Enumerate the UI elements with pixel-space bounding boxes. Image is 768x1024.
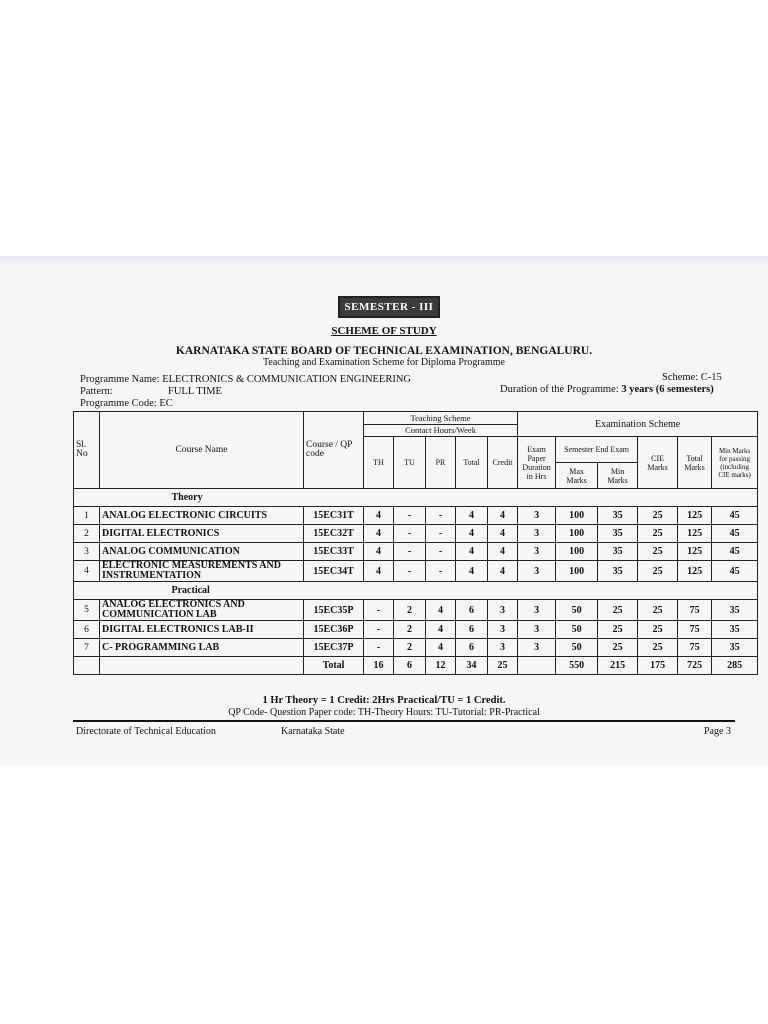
cell-tu: 2 <box>394 600 426 621</box>
footer-center: Karnataka State <box>281 726 345 737</box>
table-row <box>74 543 758 561</box>
subtitle: Teaching and Examination Scheme for Diploma Programme <box>262 357 505 368</box>
cell-dur: 3 <box>518 561 556 582</box>
header-total-marks: Total Marks <box>678 437 712 489</box>
cell-max: 100 <box>556 525 598 543</box>
cell-code: 15EC35P <box>304 600 364 621</box>
footer-left: Directorate of Technical Education <box>76 726 216 737</box>
cell-pass: 45 <box>712 543 758 561</box>
cell-th: 4 <box>364 507 394 525</box>
table-row <box>74 507 758 525</box>
header-slno: Sl. No <box>74 412 100 489</box>
header-total: Total <box>456 437 488 489</box>
cell-sl: 6 <box>74 621 100 639</box>
cell-tu: - <box>394 525 426 543</box>
cell-credit: 4 <box>488 561 518 582</box>
cell-dur: 3 <box>518 600 556 621</box>
cell-name: ANALOG ELECTRONIC CIRCUITS <box>100 507 304 525</box>
section-theory: Theory <box>100 489 758 507</box>
cell-total: 6 <box>456 600 488 621</box>
cell-name: DIGITAL ELECTRONICS LAB-II <box>100 621 304 639</box>
cell-pass: 35 <box>712 600 758 621</box>
header-max-marks: Max Marks <box>556 463 598 489</box>
scan-top-band <box>0 256 768 266</box>
cell-pass: 35 <box>712 621 758 639</box>
header-sem-end: Semester End Exam <box>556 437 638 463</box>
cell-sl: 4 <box>74 561 100 582</box>
header-exam-duration: Exam Paper Duration in Hrs <box>518 437 556 489</box>
practical-rows <box>74 600 758 657</box>
cell-tu: 2 <box>394 621 426 639</box>
cell-min: 25 <box>598 621 638 639</box>
cell-name: DIGITAL ELECTRONICS <box>100 525 304 543</box>
header-tu: TU <box>394 437 426 489</box>
cell-code: 15EC34T <box>304 561 364 582</box>
header-cie: CIE Marks <box>638 437 678 489</box>
cell-tot: 125 <box>678 525 712 543</box>
scheme-table <box>73 411 758 675</box>
cell-cie: 25 <box>638 600 678 621</box>
cell-cie: 25 <box>638 543 678 561</box>
table-row <box>74 525 758 543</box>
cell-tot: 75 <box>678 639 712 657</box>
theory-rows <box>74 507 758 582</box>
cell-pr: - <box>426 543 456 561</box>
cell-name: ANALOG COMMUNICATION <box>100 543 304 561</box>
cell-dur: 3 <box>518 543 556 561</box>
cell-min: 35 <box>598 507 638 525</box>
cell-tot: 125 <box>678 507 712 525</box>
cell-pass: 45 <box>712 525 758 543</box>
cell-sl: 7 <box>74 639 100 657</box>
cell-max: 100 <box>556 507 598 525</box>
cell-max: 100 <box>556 543 598 561</box>
cell-credit: 4 <box>488 525 518 543</box>
cell-name: C- PROGRAMMING LAB <box>100 639 304 657</box>
cell-tot: 125 <box>678 543 712 561</box>
semester-badge: SEMESTER - III <box>338 296 440 318</box>
cell-dur: 3 <box>518 639 556 657</box>
footer-page: Page 3 <box>704 726 731 737</box>
cell-th: 4 <box>364 543 394 561</box>
cell-pr: - <box>426 507 456 525</box>
header-min-passing: Min Marks for passing (including CIE marks) <box>712 437 758 489</box>
programme-pattern: Pattern: FULL TIME <box>80 386 222 397</box>
cell-min: 35 <box>598 525 638 543</box>
header-exam-scheme: Examination Scheme <box>518 412 758 437</box>
header-course-name: Course Name <box>100 412 304 489</box>
cell-tot: 75 <box>678 600 712 621</box>
cell-pass: 35 <box>712 639 758 657</box>
cell-th: - <box>364 621 394 639</box>
cell-max: 50 <box>556 600 598 621</box>
scheme-code: Scheme: C-15 <box>662 372 722 383</box>
cell-credit: 3 <box>488 600 518 621</box>
table-row <box>74 600 758 621</box>
cell-credit: 3 <box>488 621 518 639</box>
cell-cie: 25 <box>638 639 678 657</box>
cell-tu: - <box>394 543 426 561</box>
cell-th: 4 <box>364 525 394 543</box>
section-practical: Practical <box>100 582 758 600</box>
table-row <box>74 561 758 582</box>
cell-total: 6 <box>456 621 488 639</box>
total-row: Total 16 6 12 34 25 550 215 175 725 285 <box>74 657 758 675</box>
header-contact-hours: Contact Hours/Week <box>364 425 518 437</box>
cell-tu: - <box>394 561 426 582</box>
footer-rule <box>73 720 735 722</box>
cell-sl: 2 <box>74 525 100 543</box>
cell-max: 50 <box>556 639 598 657</box>
cell-credit: 4 <box>488 507 518 525</box>
table-row <box>74 621 758 639</box>
credit-note: 1 Hr Theory = 1 Credit: 2Hrs Practical/TU = 1 Credit. <box>262 695 506 706</box>
cell-pr: - <box>426 561 456 582</box>
header-min-marks: Min Marks <box>598 463 638 489</box>
cell-tot: 75 <box>678 621 712 639</box>
cell-tot: 125 <box>678 561 712 582</box>
cell-cie: 25 <box>638 561 678 582</box>
cell-sl: 5 <box>74 600 100 621</box>
programme-duration: Duration of the Programme: 3 years (6 semesters) <box>500 384 714 395</box>
programme-code: Programme Code: EC <box>80 398 173 409</box>
header-th: TH <box>364 437 394 489</box>
cell-code: 15EC32T <box>304 525 364 543</box>
header-credit: Credit <box>488 437 518 489</box>
cell-th: 4 <box>364 561 394 582</box>
board-title: KARNATAKA STATE BOARD OF TECHNICAL EXAMINATION, BENGALURU. <box>175 345 593 357</box>
cell-credit: 4 <box>488 543 518 561</box>
cell-pr: 4 <box>426 600 456 621</box>
cell-min: 35 <box>598 543 638 561</box>
cell-code: 15EC37P <box>304 639 364 657</box>
scheme-title: SCHEME OF STUDY <box>331 325 437 337</box>
cell-th: - <box>364 639 394 657</box>
cell-code: 15EC36P <box>304 621 364 639</box>
cell-code: 15EC33T <box>304 543 364 561</box>
cell-pass: 45 <box>712 561 758 582</box>
header-pr: PR <box>426 437 456 489</box>
cell-dur: 3 <box>518 507 556 525</box>
cell-dur: 3 <box>518 621 556 639</box>
total-label: Total <box>304 657 364 675</box>
cell-sl: 3 <box>74 543 100 561</box>
cell-code: 15EC31T <box>304 507 364 525</box>
cell-cie: 25 <box>638 525 678 543</box>
cell-max: 100 <box>556 561 598 582</box>
programme-name: Programme Name: ELECTRONICS & COMMUNICATION ENGINEERING <box>80 374 412 385</box>
cell-tu: 2 <box>394 639 426 657</box>
cell-cie: 25 <box>638 507 678 525</box>
cell-total: 4 <box>456 507 488 525</box>
cell-dur: 3 <box>518 525 556 543</box>
cell-name: ELECTRONIC MEASUREMENTS AND INSTRUMENTATION <box>100 561 304 582</box>
cell-credit: 3 <box>488 639 518 657</box>
qp-note: QP Code- Question Paper code: TH-Theory Hours: TU-Tutorial: PR-Practical <box>228 707 540 718</box>
cell-total: 4 <box>456 561 488 582</box>
cell-name: ANALOG ELECTRONICS AND COMMUNICATION LAB <box>100 600 304 621</box>
cell-cie: 25 <box>638 621 678 639</box>
cell-min: 35 <box>598 561 638 582</box>
cell-th: - <box>364 600 394 621</box>
cell-pass: 45 <box>712 507 758 525</box>
header-teaching-scheme: Teaching Scheme <box>364 412 518 425</box>
cell-max: 50 <box>556 621 598 639</box>
cell-pr: 4 <box>426 639 456 657</box>
cell-total: 4 <box>456 543 488 561</box>
cell-sl: 1 <box>74 507 100 525</box>
table-row <box>74 639 758 657</box>
cell-total: 6 <box>456 639 488 657</box>
cell-pr: - <box>426 525 456 543</box>
header-course-code: Course / QP code <box>304 412 364 489</box>
cell-min: 25 <box>598 600 638 621</box>
cell-total: 4 <box>456 525 488 543</box>
cell-tu: - <box>394 507 426 525</box>
cell-min: 25 <box>598 639 638 657</box>
cell-pr: 4 <box>426 621 456 639</box>
